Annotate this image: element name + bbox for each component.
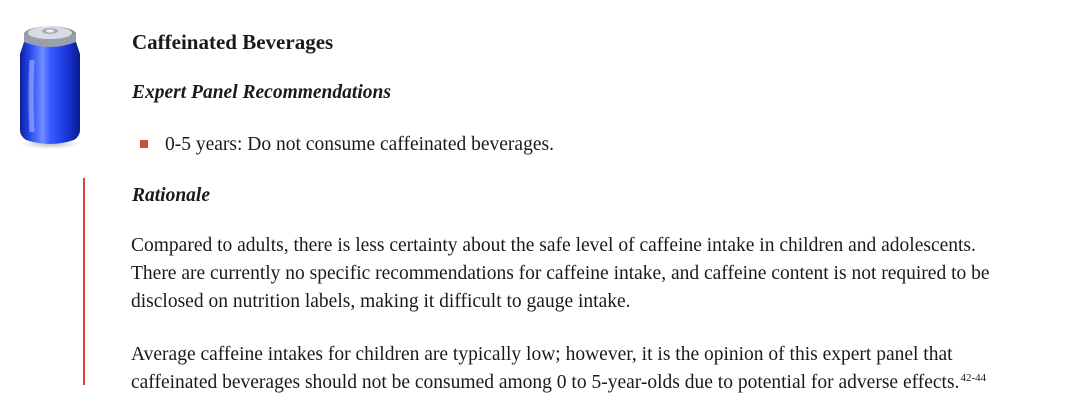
paragraph-line [131,369,986,399]
citation-reference: 42-44 [960,372,987,384]
rationale-paragraph-1 [131,232,990,316]
recommendation-text: 0-5 years: Do not consume caffeinated beverages. [165,134,554,155]
section-title: Caffeinated Beverages [132,30,334,54]
paragraph-line-text: caffeinated beverages should not be consumed among 0 to 5-year-olds due to potential for adverse effects. [131,372,960,393]
rationale-heading: Rationale [132,185,211,206]
paragraph-line: disclosed on nutrition labels, making it difficult to gauge intake. [131,291,631,312]
bullet-square-icon [140,140,148,148]
rationale-paragraph-2 [131,341,986,399]
recommendations-heading: Expert Panel Recommendations [132,82,391,103]
soda-can-icon [10,20,90,152]
paragraph-line: There are currently no specific recommendations for caffeine intake, and caffeine content is not required to be [131,263,990,284]
paragraph-line: Compared to adults, there is less certainty about the safe level of caffeine intake in children and adolescents. [131,235,976,256]
recommendation-item [140,134,554,156]
paragraph-line: Average caffeine intakes for children are typically low; however, it is the opinion of this expert panel that [131,344,953,365]
recommendations-list [140,134,554,156]
rationale-side-rule [83,178,85,385]
